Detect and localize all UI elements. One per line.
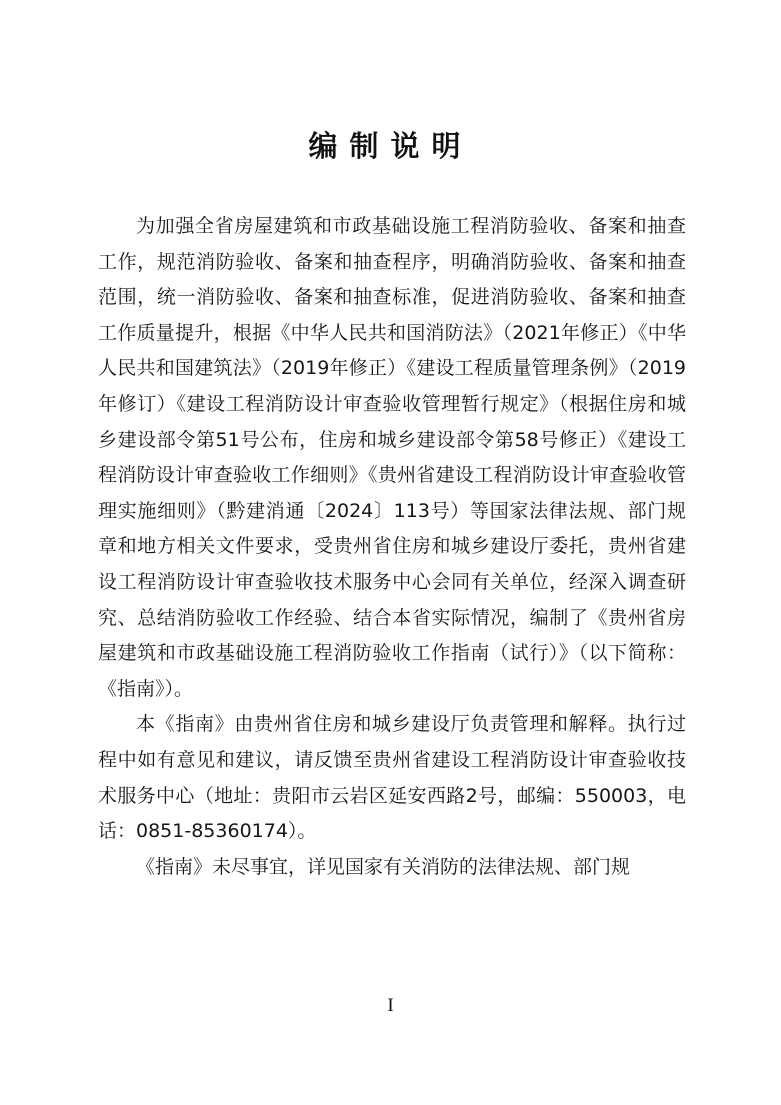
paragraph-supplement: 《指南》未尽事宜，详见国家有关消防的法律法规、部门规	[136, 855, 631, 878]
document-title: 编制说明	[308, 129, 473, 163]
document-body	[98, 209, 686, 885]
page-number: I	[387, 995, 394, 1016]
paragraph-purpose: 为加强全省房屋建筑和市政基础设施工程消防验收、备案和抽查工作，规范消防验收、备案和抽查程序，明确消防验收、备案和抽查范围，统一消防验收、备案和抽查标准，促进消防验收、备案和抽查工作质量提升，根据《中华人民共和国消防法》（2021年修正）《中华人民共和国建筑法》（2019年修正）《建设工程质量管理条例》（2019年修订）《建设工程消防设计审查验收管理暂行规定》（根据住房和城乡建设部令第51号公布，住房和城乡建设部令第58号修正）《建设工程消防设计审查验收工作细则》《贵州省建设工程消防设计审查验收管理实施细则》（黔建消通〔2024〕113号）等国家法律法规、部门规章和地方相关文件要求，受贵州省住房和城乡建设厅委托，贵州省建设工程消防设计审查验收技术服务中心会同有关单位，经深入调查研究、总结消防验收工作经验、结合本省实际情况，编制了《贵州省房屋建筑和市政基础设施工程消防验收工作指南（试行）》（以下简称：《指南》）。	[98, 215, 686, 700]
paragraph-feedback: 本《指南》由贵州省住房和城乡建设厅负责管理和解释。执行过程中如有意见和建议，请反馈至贵州省建设工程消防设计审查验收技术服务中心（地址：贵阳市云岩区延安西路2号，邮编：550003，电话：0851-85360174）。	[98, 713, 686, 843]
